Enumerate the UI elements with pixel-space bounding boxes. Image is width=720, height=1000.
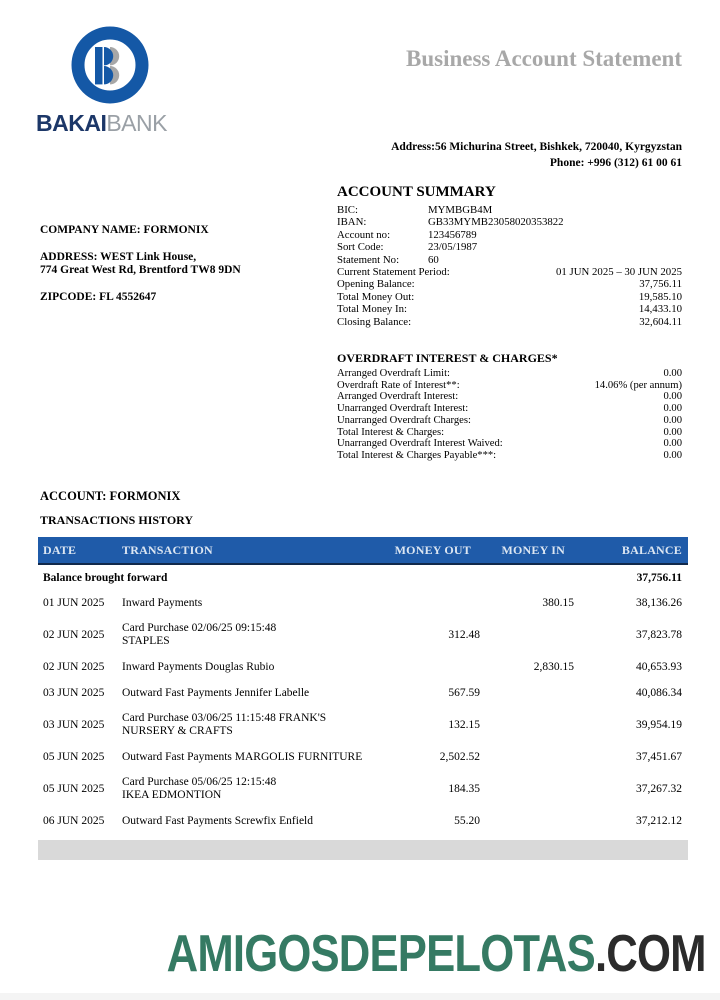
overdraft-value: 0.00 bbox=[663, 438, 682, 450]
opening-balance-label: Balance brought forward bbox=[43, 571, 168, 584]
summary-value: 19,585.10 bbox=[638, 290, 682, 303]
transaction-description bbox=[122, 815, 394, 828]
summary-value: 01 JUN 2025 – 30 JUN 2025 bbox=[556, 266, 682, 279]
overdraft-title: OVERDRAFT INTEREST & CHARGES* bbox=[337, 351, 558, 365]
description-line1: Card Purchase 03/06/25 11:15:48 FRANK'S bbox=[122, 712, 327, 724]
transaction-description bbox=[122, 687, 394, 700]
transaction-money-out: 567.59 bbox=[448, 686, 480, 699]
summary-label: Total Money Out: bbox=[337, 290, 415, 303]
opening-balance-row bbox=[38, 565, 688, 590]
summary-label: Statement No: bbox=[337, 253, 400, 266]
summary-row bbox=[337, 216, 682, 228]
description-line1: Outward Fast Payments MARGOLIS FURNITURE bbox=[122, 750, 363, 763]
transaction-balance: 37,823.78 bbox=[636, 628, 682, 641]
overdraft-value: 0.00 bbox=[663, 449, 682, 461]
description-line1: Card Purchase 02/06/25 09:15:48 bbox=[122, 622, 277, 634]
table-row bbox=[38, 680, 688, 706]
description-line1: Outward Fast Payments Jennifer Labelle bbox=[122, 686, 310, 699]
account-summary-title: ACCOUNT SUMMARY bbox=[337, 184, 496, 200]
overdraft-value: 0.00 bbox=[663, 403, 682, 415]
summary-label: Account no: bbox=[337, 228, 391, 241]
transaction-date: 05 JUN 2025 bbox=[43, 750, 105, 763]
description-line2: NURSERY & CRAFTS bbox=[122, 725, 233, 737]
transaction-balance: 37,212.12 bbox=[636, 814, 682, 827]
transaction-money-in: 380.15 bbox=[542, 596, 574, 609]
summary-label: Sort Code: bbox=[337, 241, 384, 254]
transaction-balance: 37,451.67 bbox=[636, 750, 682, 763]
company-info-block bbox=[40, 224, 241, 304]
summary-value: GB33MYMB23058020353822 bbox=[428, 216, 564, 229]
account-summary-section bbox=[337, 184, 682, 328]
overdraft-section bbox=[337, 351, 682, 462]
watermark bbox=[167, 924, 706, 984]
summary-row bbox=[337, 254, 682, 266]
summary-row bbox=[337, 229, 682, 241]
description-line1: Outward Fast Payments Screwfix Enfield bbox=[122, 814, 313, 827]
overdraft-row bbox=[337, 415, 682, 427]
overdraft-value: 0.00 bbox=[663, 391, 682, 403]
overdraft-value: 14.06% (per annum) bbox=[594, 379, 682, 391]
table-row bbox=[38, 616, 688, 654]
transaction-date: 05 JUN 2025 bbox=[43, 782, 105, 795]
summary-row bbox=[337, 316, 682, 328]
summary-row bbox=[337, 278, 682, 290]
table-row bbox=[38, 654, 688, 680]
summary-value: 60 bbox=[428, 253, 439, 266]
bottom-edge-strip bbox=[0, 993, 720, 1000]
summary-row bbox=[337, 291, 682, 303]
overdraft-label: Unarranged Overdraft Interest Waived: bbox=[337, 438, 503, 450]
transaction-date: 06 JUN 2025 bbox=[43, 814, 105, 827]
transaction-money-out: 2,502.52 bbox=[439, 750, 480, 763]
transaction-money-in: 2,830.15 bbox=[533, 660, 574, 673]
transaction-date: 03 JUN 2025 bbox=[43, 718, 105, 731]
overdraft-label: Arranged Overdraft Interest: bbox=[337, 391, 459, 403]
transaction-money-out: 312.48 bbox=[448, 628, 480, 641]
transaction-description bbox=[122, 661, 394, 674]
transaction-date: 02 JUN 2025 bbox=[43, 628, 105, 641]
transaction-description bbox=[122, 751, 394, 764]
bank-logo bbox=[36, 24, 176, 137]
column-header-balance: BALANCE bbox=[621, 542, 682, 557]
overdraft-value: 0.00 bbox=[663, 426, 682, 438]
overdraft-row bbox=[337, 380, 682, 392]
company-zipcode-line: ZIPCODE: FL 4552647 bbox=[40, 290, 157, 303]
bakai-bank-logo-icon bbox=[64, 24, 156, 108]
watermark-site-name: AMIGOSDEPELOTAS bbox=[167, 925, 596, 983]
transaction-balance: 40,086.34 bbox=[636, 686, 682, 699]
overdraft-row bbox=[337, 427, 682, 439]
summary-value: 14,433.10 bbox=[638, 303, 682, 316]
company-address-line2: 774 Great West Rd, Brentford TW8 9DN bbox=[40, 264, 241, 276]
table-header-row bbox=[38, 537, 688, 565]
watermark-domain-suffix: .COM bbox=[595, 925, 706, 983]
transaction-description bbox=[122, 597, 394, 610]
description-line2: STAPLES bbox=[122, 635, 170, 647]
description-line1: Inward Payments Douglas Rubio bbox=[122, 660, 275, 673]
table-row bbox=[38, 770, 688, 808]
summary-row bbox=[337, 204, 682, 216]
transaction-description bbox=[122, 622, 394, 648]
table-row bbox=[38, 706, 688, 744]
transaction-date: 03 JUN 2025 bbox=[43, 686, 105, 699]
table-row bbox=[38, 590, 688, 616]
column-header-money-in: MONEY IN bbox=[501, 542, 565, 557]
summary-label: Opening Balance: bbox=[337, 278, 415, 291]
transaction-description bbox=[122, 712, 394, 738]
summary-label: Total Money In: bbox=[337, 303, 408, 316]
overdraft-label: Total Interest & Charges Payable***: bbox=[337, 449, 497, 461]
column-header-transaction: TRANSACTION bbox=[122, 542, 213, 557]
overdraft-row bbox=[337, 368, 682, 380]
summary-value: MYMBGB4M bbox=[428, 204, 493, 216]
summary-value: 23/05/1987 bbox=[428, 241, 478, 254]
bank-contact-block bbox=[391, 139, 682, 171]
overdraft-value: 0.00 bbox=[663, 368, 682, 379]
summary-label: BIC: bbox=[337, 204, 358, 216]
transaction-balance: 40,653.93 bbox=[636, 660, 682, 673]
company-name-line: COMPANY NAME: FORMONIX bbox=[40, 224, 209, 236]
overdraft-value: 0.00 bbox=[663, 414, 682, 426]
table-footer-bar bbox=[38, 840, 688, 860]
table-row bbox=[38, 744, 688, 770]
opening-balance-value: 37,756.11 bbox=[636, 571, 682, 584]
description-line1: Card Purchase 05/06/25 12:15:48 bbox=[122, 776, 277, 788]
transaction-money-out: 184.35 bbox=[448, 782, 480, 795]
transaction-balance: 39,954.19 bbox=[636, 718, 682, 731]
transaction-date: 01 JUN 2025 bbox=[43, 596, 105, 609]
transaction-balance: 37,267.32 bbox=[636, 782, 682, 795]
column-header-money-out: MONEY OUT bbox=[394, 542, 471, 557]
overdraft-row bbox=[337, 438, 682, 450]
company-address-line1: ADDRESS: WEST Link House, bbox=[40, 250, 197, 263]
transaction-money-out: 132.15 bbox=[448, 718, 480, 731]
description-line1: Inward Payments bbox=[122, 596, 203, 609]
overdraft-row bbox=[337, 450, 682, 462]
summary-row bbox=[337, 241, 682, 253]
summary-label: Closing Balance: bbox=[337, 315, 412, 328]
overdraft-label: Unarranged Overdraft Charges: bbox=[337, 414, 471, 426]
bank-name-secondary: BANK bbox=[106, 110, 167, 136]
summary-label: Current Statement Period: bbox=[337, 266, 450, 279]
summary-value: 32,604.11 bbox=[639, 315, 682, 328]
overdraft-label: Total Interest & Charges: bbox=[337, 426, 445, 438]
overdraft-label: Arranged Overdraft Limit: bbox=[337, 368, 450, 379]
summary-value: 123456789 bbox=[428, 228, 477, 241]
transactions-history-title: TRANSACTIONS HISTORY bbox=[40, 513, 194, 527]
overdraft-label: Overdraft Rate of Interest**: bbox=[337, 379, 460, 391]
transaction-money-out: 55.20 bbox=[454, 814, 480, 827]
transaction-balance: 38,136.26 bbox=[636, 596, 682, 609]
summary-label: IBAN: bbox=[337, 216, 367, 229]
table-row bbox=[38, 808, 688, 834]
transaction-date: 02 JUN 2025 bbox=[43, 660, 105, 673]
summary-row bbox=[337, 303, 682, 315]
overdraft-row bbox=[337, 403, 682, 415]
account-title: ACCOUNT: FORMONIX bbox=[40, 489, 181, 503]
overdraft-label: Unarranged Overdraft Interest: bbox=[337, 403, 469, 415]
summary-row bbox=[337, 266, 682, 278]
summary-value: 37,756.11 bbox=[639, 278, 682, 291]
statement-title: Business Account Statement bbox=[405, 46, 682, 71]
bank-name-primary: BAKAI bbox=[36, 110, 107, 136]
bank-phone-line: Phone: +996 (312) 61 00 61 bbox=[549, 157, 682, 169]
bank-name bbox=[36, 110, 176, 137]
column-header-date: DATE bbox=[43, 542, 77, 557]
transaction-description bbox=[122, 776, 394, 802]
overdraft-row bbox=[337, 391, 682, 403]
transactions-table bbox=[38, 537, 688, 860]
description-line2: IKEA EDMONTION bbox=[122, 789, 222, 801]
bank-address-line: Address:56 Michurina Street, Bishkek, 720040, Kyrgyzstan bbox=[391, 141, 682, 153]
